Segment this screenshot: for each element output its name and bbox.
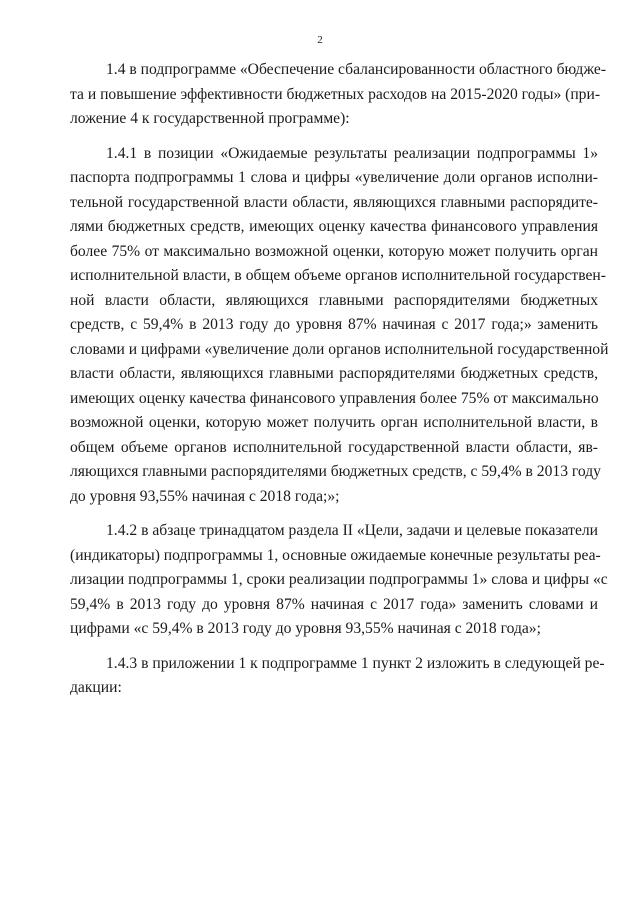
text-line: дакции: [70,679,122,696]
text-line: 1.4.1 в позиции «Ожидаемые результаты реализации подпрограммы 1» [106,144,598,162]
text-line: 59,4% в 2013 году до уровня 87% начиная с 2017 года» заменить словами и [70,595,598,613]
text-line: возможной оценки, которую может получить орган исполнительной власти, в [70,414,598,431]
text-line: (индикаторы) подпрограммы 1, основные ожидаемые конечные результаты реа- [70,546,601,564]
page-number: 2 [317,34,323,46]
text-line: 1.4.3 в приложении 1 к подпрограмме 1 пункт 2 изложить в следующей ре- [106,654,605,672]
document-body [70,58,609,701]
text-line: 1.4.2 в абзаце тринадцатом раздела II «Цели, задачи и целевые показатели [106,522,598,539]
paragraph-1-4 [70,58,607,132]
text-line: ной власти области, являющихся главными распорядителями бюджетных [70,291,598,309]
paragraph-1-4-3 [70,652,605,701]
text-line: исполнительной власти, в общем объеме органов исполнительной государствен- [70,267,606,284]
text-line: цифрами «с 59,4% в 2013 году до уровня 93,55% начиная с 2018 года»; [70,620,541,637]
text-line: средств, с 59,4% в 2013 году до уровня 87% начиная с 2017 года;» заменить [70,316,598,333]
paragraph-1-4-2 [70,519,608,642]
text-line: 1.4 в подпрограмме «Обеспечение сбалансированности областного бюдже- [106,61,607,78]
text-line: лями бюджетных средств, имеющих оценку качества финансового управления [70,218,598,235]
text-line: словами и цифрами «увеличение доли органов исполнительной государственной [70,340,609,358]
text-line: ложение 4 к государственной программе): [70,110,350,127]
paragraph-1-4-1 [70,142,609,510]
text-line: более 75% от максимально возможной оценки, которую может получить орган [70,242,598,260]
text-line: власти области, являющихся главными распорядителями бюджетных средств, [70,365,598,382]
text-line: лизации подпрограммы 1, сроки реализации подпрограммы 1» слова и цифры «с [70,571,608,588]
text-line: та и повышение эффективности бюджетных расходов на 2015-2020 годы» (при- [70,85,601,103]
text-line: имеющих оценку качества финансового управления более 75% от максимально [70,389,599,407]
text-line: до уровня 93,55% начиная с 2018 года;»; [70,487,340,505]
text-line: паспорта подпрограммы 1 слова и цифры «увеличение доли органов исполни- [70,169,598,186]
text-line: общем объеме органов исполнительной государственной власти области, яв- [70,438,598,456]
text-line: ляющихся главными распорядителями бюджетных средств, с 59,4% в 2013 году [70,463,601,480]
text-line: тельной государственной власти области, являющихся главными распорядите- [70,193,598,211]
